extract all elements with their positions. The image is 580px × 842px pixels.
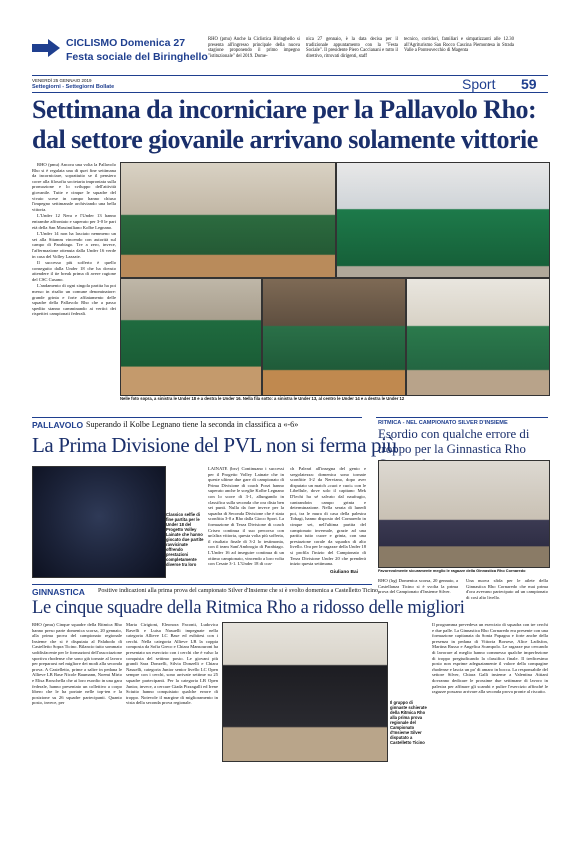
pvl-lead: Superando il Kolbe Legnano tiene la seconda in classifica a «-6» (86, 420, 299, 429)
main-p2: L'Under 12 Nera e l'Under 13 hanno entrambe affrontato e superato per 3-0 le pari età della San Massimiliano Kolbe Legnano. (32, 213, 116, 230)
main-p4: Il successo più sofferto è quello conseguito dalla Under 18 che ha dovuto attendere il tie break prima di avere ragione del CSC Cusano. (32, 260, 116, 282)
gin-lead: Positive indicazioni alla prima prova del campionato Silver d'Insieme che si è svolto domenica a Castelletto Ticino (98, 588, 378, 594)
teaser-kicker: CICLISMO Domenica 27 (66, 37, 186, 49)
teaser-arrow-icon (32, 39, 60, 57)
pvl-col-2: ch Palearì all'insegna del genio e sregolatezza: domenica sono tornate sconfitte 3-2 da Nerviano, dopo aver disputato un match «cuoi e cuoi» con le Libellule, dove solo il capitano Mek D'lechi ha sé salvato dal naufragio, cantrandoin campo grinta e determinazione. Nella serata di lunedì poi, tra le mura di casa della palestra Tobagi, hanno disposto del Cornaredo in cinque set, nell'ultima partita del campionato invernale, grazie ad una partita tutto cuore e grinta, con una prestazione corale da squadra di alto livello. Ora per le ragazze della Under 18 si profila l'inizio del Campionato di Terza Divisione Under 20 che prenderà inizio questa settimana. (290, 466, 367, 567)
teaser-col-3: tecnico, corridori, familiari e simpatizzanti alle 12.30 all'Agriturismo San Rocco Cascina Piemontesa in Strada Valle a Ponteuvecchio di Magenta (404, 37, 514, 54)
ritmica-col-2: Una nuova sfida per le atlete della Ginnastica Rho Cornaredo che mai prima d'ora avevano partecipato ad un campionato di così alto livello. (466, 578, 548, 600)
main-body (32, 162, 116, 318)
photo-under16 (336, 162, 550, 278)
teaser-col-2: nica 27 gennaio, è la data decisa per il tradizionale appuntamento con la "Festa Sociale". Il presidente Piero Caccianani e tutto il direttivo, ritrovati dirigenti, staff (306, 37, 398, 60)
gin-team-photo (222, 622, 388, 762)
main-p3: L'Under 14 non ha lasciato nemmeno un set alla Sitamm vincendo con autorità sul campo di Parabiago. Tre a zero, invece, l'affermazione ottenuta dalla Under 16 verde in casa del Volley Lazzate. (32, 231, 116, 259)
gin-kicker: GINNASTICA (32, 587, 85, 597)
pvl-rule (32, 417, 362, 418)
pvl-col-1: LAINATE (bsv) Continuano i successi per il Progetto Volley Lainate che in queste ultime due gare di campionato di Prima Divisione di coach Porzi hanno superato anche le sceglie Kolbe Legnano con lo score di 3-1, allungando in classifica sulla seconda che ora dista ben sei punti. Nulla da fare invece per la squadra di Seconda Divisione che è stata sconfitta 3-0 a Rho dalla Gioco Sport. La formazione di Terza Divisione di coach Criseo continua il suo percorso con un'altra vittoria, questa volta più sofferta, il risultato finale di 3-2 lo testimonia, con il team Sant'Ambrogio di Parabiago. L'Under 16 ad inseguire continua di un ottimo campionato, vincendo a loro volta con Cesate 3-1. L'Under 18 di coa- (208, 466, 284, 567)
pvl-photo-caption: Classico selfie di fine partita per le Under 18 del Progetto Volley Lainate che hanno giocato due partite ravvicinate offrendo prestazioni completamente diverse tra loro (166, 512, 204, 567)
main-photo-caption: Nelle foto sopra, a sinistra le Under 18 e a destra le Under 16. Nella fila sotto: a sinistra le Under 13, al centro le Under 14 e a destra le Under 12 (120, 396, 405, 401)
main-headline-2: dal settore giovanile arrivano solamente vittorie (32, 125, 538, 154)
pvl-headline: La Prima Divisione del PVL non si ferma più (32, 433, 397, 457)
teaser-title: Festa sociale del Biringhello (66, 51, 208, 63)
header-edition: Settegiorni - Settegiorni Bollate (32, 84, 115, 90)
photo-under12 (406, 278, 550, 396)
gin-rule (32, 584, 372, 585)
gin-col-1: RHO (pmu) Cinque squadre della Ritmica Rho hanno preso parte domenica scorsa, 20 gennaio, alla prima prova del campionato regionale Insieme che si è disputata al Palabodo di Castelletto Sopra Ticino. Bilancio tutto sommato soddisfacente per le formazioni dell'associazione sportiva rhodense che sono già tornate al lavoro per prepararsi nel migliore dei modi alla seconda prova. A Castelletto, prime a salire in pedana le Allieve LB Base Nicole Baumann, Noemi Mirto e Elisa Broschella che ai loro esordio in una gara federale, hanno presentato un collettivo a corpo libero che le ha portate nelle top-ten e la posizione su 26 squadre partecipanti. Quanto posto, invece, per (32, 622, 122, 706)
header-date: VENERDÌ 25 GENNAIO 2019 (32, 78, 92, 83)
main-p5: L'andamento di ogni singola partita ha poi messo in risalto un comune denominatore: grande grinta e forte affiatamento delle squadre della Pallavolo Rho che a passo spedito stanno camminando ai vertici dei rispettivi campionati federali. (32, 283, 116, 317)
header-rule-bottom (32, 92, 548, 93)
pvl-byline: Giuliano Bai (330, 570, 358, 575)
ritmica-headline: Esordio con qualche errore di troppo per la Ginnastica Rho (378, 427, 530, 456)
gin-col-2: Marta Cirigioni, Eleonora Faconti, Ludovica Ravelli e Luisa Nasuelli impegnate nella categoria Allieve LC Base ed esibitesi con i cerchi. Nella categoria Allieve LB la coppia composta da Sofia Greco e Chiara Mansouroni ha presentato un esercizio con i cerchi che è valso la conquista del settimo posto. Le giovani più grandi Sara Donzelli, Silvia Donzelli e Chiara Nasuelli, categoria Junior senior livello LC Open sempre con i cerchi, sono arrivate settime su 25 squadre partecipanti. Per la categoria LB Open Junior, invece, a cercare Giada Pizzagalli ed Irene Sciutto hanno conquistato qualche errore di troppo. Notevole il margine di miglioramento in vista della seconda prova regionale. (126, 622, 218, 706)
main-p1: RHO (pmu) Ancora una volta la Pallavolo Rho si è regalata una di quei fine settimana da incorniciare, soprattutto se il pensiero corre alla filosofia societaria improntata sulla promozione e lo sviluppo dell'attività giovanile. Tutte e cinque le squadre del vivaio scese in campo hanno chiuso l'impegno settimanale archiviando una bella vittoria. (32, 162, 116, 212)
photo-under14 (262, 278, 406, 396)
gin-headline: Le cinque squadre della Ritmica Rho a ridosso delle migliori (32, 598, 465, 618)
section-name: Sport (462, 76, 496, 92)
pvl-kicker: PALLAVOLO (32, 420, 84, 430)
ritmica-team-photo (378, 460, 550, 568)
pvl-selfie-photo (32, 466, 166, 578)
page-number: 59 (521, 76, 537, 92)
gin-photo-caption: Il gruppo di ginnaste schierate della Ritmica Rho alla prima prova regionale del Campionato d'Insieme Silver disputato a Castelletto Ticino (390, 700, 427, 745)
main-headline-1: Settimana da incorniciare per la Pallavolo Rho: (32, 95, 537, 124)
ritmica-rule (376, 417, 548, 418)
photo-under13 (120, 278, 262, 396)
teaser-col-1: RHO (pmu) Anche la Ciclistica Biringhello si presenta all'ingresso principale della nuova stagione proponendo il primo impegno "istituzionale" del 2019. Dome- (208, 37, 300, 60)
gin-col-3: Il programma prevedeva un esercizio di squadra con tre cerchi e due palle. La Ginnastica Rho Cornaredo era presente con una formazione capitanata da Sonia Papagna e forte anche della presenza in pedana di Vittoria Borsese, Alice Ladisfon, Martina Russo e Angelica Scampolo. Le ragazze pur cercando di lavorare al meglio hanno commesso qualche imperfezione di troppo pregiudicando la classifica finale. Il tredicesimo posto non esprime adeguatamente il valore della compagine rhodense e lascia un po' di amaro in bocca. La responsabile del settore Silver, Chiara Galli insieme a Valentina Attianì dovranno dedicare le prossime due settimane di lavoro in palestra per affinare gli scambi e pulire l'esercizio affinché le ragazze possano arrivare alla seconda prova pronte al riscatto. (432, 622, 548, 695)
ritmica-kicker: RITMICA - NEL CAMPIONATO SILVER D'INSIEME (378, 420, 508, 426)
photo-under18 (120, 162, 336, 278)
ritmica-col-1: RHO (lrg) Domenica scorsa, 20 gennaio, a Castellanza Ticino si è svolta la prima prova del Campionato d'Insieme Silver. (378, 578, 458, 595)
ritmica-caption: Favorevolmente sicuramente meglio le ragazze della Ginnastica Rho Cornaredo (378, 568, 526, 573)
